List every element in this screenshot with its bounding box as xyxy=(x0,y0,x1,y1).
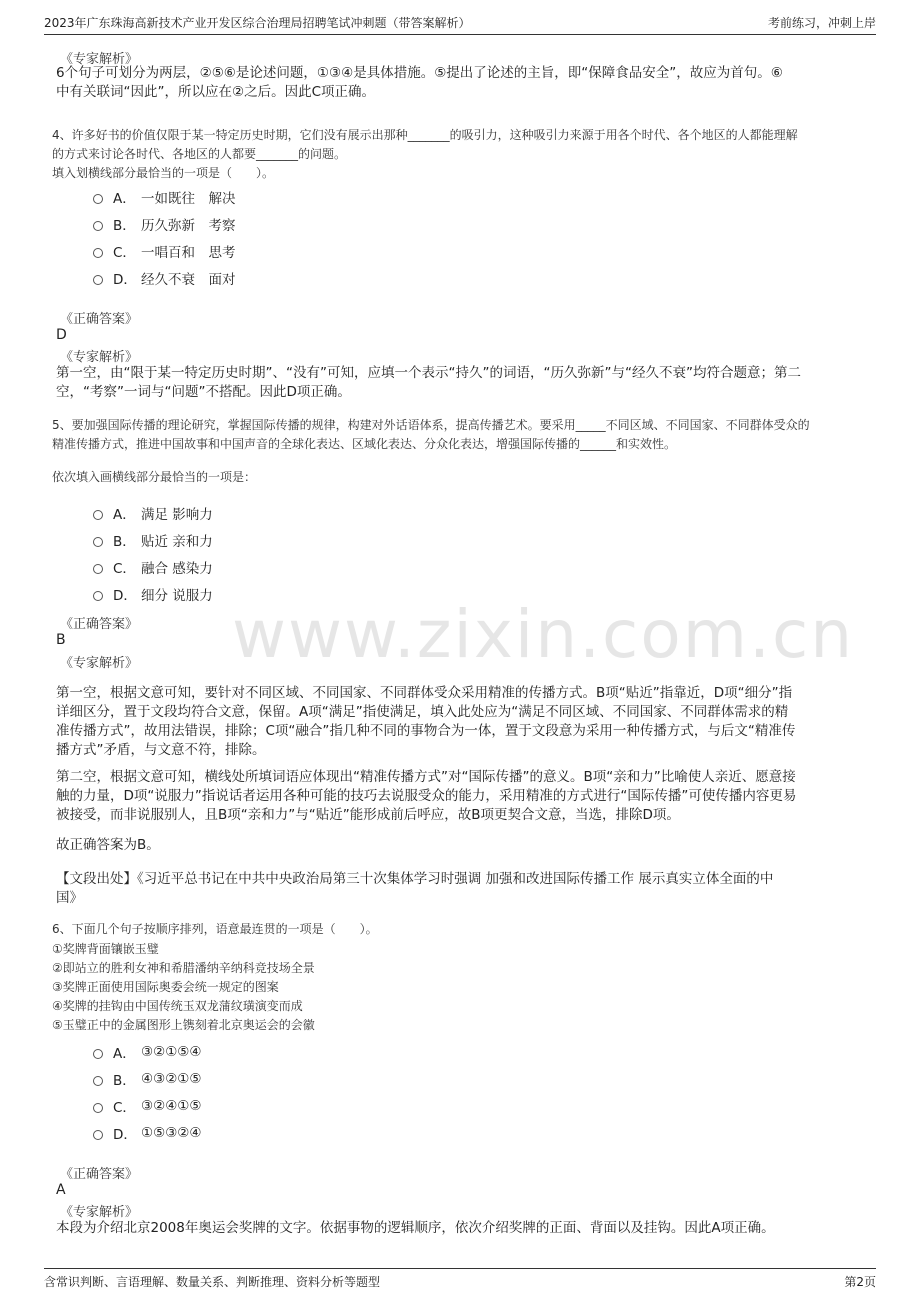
option-key: D． xyxy=(113,588,137,604)
option-text: ①⑤③②④ xyxy=(141,1125,202,1141)
option-key: D． xyxy=(113,1127,137,1143)
option-text: 贴近 亲和力 xyxy=(141,534,213,550)
radio-icon[interactable] xyxy=(93,510,103,520)
q5-source xyxy=(56,870,864,908)
correct-answer-value: A xyxy=(56,1182,66,1198)
option-key: A． xyxy=(113,191,136,207)
option-text: 融合 感染力 xyxy=(141,561,213,577)
option-key: C． xyxy=(113,1100,136,1116)
question-line: 的方式来讨论各时代、各地区的人都要_______的问题。 xyxy=(52,147,347,161)
footer-topics: 含常识判断、言语理解、数量关系、判断推理、资料分析等题型 xyxy=(44,1274,381,1289)
analysis-line: 第一空，由“限于某一特定历史时期”、“没有”可知，应填一个表示“持久”的词语，“历久弥新”与“经久不衰”均符合题意；第二 xyxy=(56,365,801,381)
option-key: A． xyxy=(113,507,136,523)
sentence-item: ②即站立的胜利女神和希腊潘纳辛纳科竞技场全景 xyxy=(52,961,315,975)
expert-analysis-text xyxy=(56,64,783,102)
option-text: 经久不衰 面对 xyxy=(141,272,236,288)
option-text: 细分 说服力 xyxy=(141,588,213,604)
analysis-line: 第一空，根据文意可知，要针对不同区域、不同国家、不同群体受众采用精准的传播方式。B项“贴近”指靠近，D项“细分”指 xyxy=(56,685,793,701)
radio-icon[interactable] xyxy=(93,275,103,285)
expert-analysis-label: 《专家解析》 xyxy=(60,52,139,67)
q4-option-c[interactable] xyxy=(93,241,236,261)
q4-option-a[interactable] xyxy=(93,187,236,207)
expert-analysis-label: 《专家解析》 xyxy=(60,350,139,365)
question-6-stem: 6、下面几个句子按顺序排列，语意最连贯的一项是（ ）。 xyxy=(52,922,378,936)
question-line: 4、许多好书的价值仅限于某一特定历史时期，它们没有展示出那种_______的吸引力，这种吸引力来源于用各个时代、各个地区的人都能理解 xyxy=(52,128,798,142)
option-key: C． xyxy=(113,245,136,261)
expert-analysis-text: 本段为介绍北京2008年奥运会奖牌的文字。依据事物的逻辑顺序，依次介绍奖牌的正面、背面以及挂钩。因此A项正确。 xyxy=(56,1220,775,1236)
analysis-line: 触的力量，D项“说服力”指说话者运用各种可能的技巧去说服受众的能力，采用精准的方式进行“国际传播”可使传播内容更易 xyxy=(56,788,797,804)
option-text: 历久弥新 考察 xyxy=(141,218,236,234)
radio-icon[interactable] xyxy=(93,194,103,204)
q6-option-a[interactable] xyxy=(93,1042,202,1062)
q6-option-d[interactable] xyxy=(93,1123,202,1143)
sentence-item: ③奖牌正面使用国际奥委会统一规定的图案 xyxy=(52,980,279,994)
correct-answer-label: 《正确答案》 xyxy=(60,617,139,632)
option-key: B． xyxy=(113,1073,136,1089)
option-key: B． xyxy=(113,218,136,234)
option-text: 满足 影响力 xyxy=(141,507,213,523)
q5-conclusion: 故正确答案为B。 xyxy=(56,837,160,853)
q5-option-a[interactable] xyxy=(93,503,213,523)
radio-icon[interactable] xyxy=(93,221,103,231)
correct-answer-label: 《正确答案》 xyxy=(60,312,139,327)
q6-option-c[interactable] xyxy=(93,1096,202,1116)
question-line: 5、要加强国际传播的理论研究，掌握国际传播的规律，构建对外话语体系，提高传播艺术。要采用_____不同区域、不同国家、不同群体受众的 xyxy=(52,418,810,432)
analysis-line: 准传播方式”，故用法错误，排除；C项“融合”指几种不同的事物合为一体，置于文段意为采用一种传播方式，与后文“精准传 xyxy=(56,723,796,739)
expert-analysis-label: 《专家解析》 xyxy=(60,1205,139,1220)
q6-option-b[interactable] xyxy=(93,1069,202,1089)
q5-analysis-para1 xyxy=(56,684,864,760)
analysis-line: 空，“考察”一词与“问题”不搭配。因此D项正确。 xyxy=(56,384,351,400)
q5-analysis-para2 xyxy=(56,768,864,825)
correct-answer-value: B xyxy=(56,632,66,648)
option-key: C． xyxy=(113,561,136,577)
analysis-line: 被接受，而非说服别人，且B项“亲和力”与“贴近”能形成前后呼应，故B项更契合文意，当选，排除D项。 xyxy=(56,807,680,823)
page-footer xyxy=(44,1268,876,1291)
q4-option-d[interactable] xyxy=(93,268,236,288)
question-5-stem xyxy=(52,416,810,454)
q5-option-d[interactable] xyxy=(93,584,213,604)
question-5-prompt: 依次填入画横线部分最恰当的一项是： xyxy=(52,470,257,484)
option-text: ④③②①⑤ xyxy=(141,1071,202,1087)
header-slogan: 考前练习，冲刺上岸 xyxy=(767,15,876,30)
option-text: 一如既往 解决 xyxy=(141,191,236,207)
q4-option-b[interactable] xyxy=(93,214,236,234)
option-text: ③②①⑤④ xyxy=(141,1044,202,1060)
page-number: 第2页 xyxy=(844,1274,876,1289)
expert-analysis-text xyxy=(56,364,801,402)
radio-icon[interactable] xyxy=(93,1103,103,1113)
radio-icon[interactable] xyxy=(93,591,103,601)
q6-sentence-list xyxy=(52,940,315,1035)
question-4-stem xyxy=(52,126,798,183)
radio-icon[interactable] xyxy=(93,1076,103,1086)
option-text: ③②④①⑤ xyxy=(141,1098,202,1114)
analysis-line: 详细区分，置于文段均符合文意，保留。A项“满足”指使满足，填入此处应为“满足不同区域、不同国家、不同群体需求的精 xyxy=(56,704,789,720)
analysis-line: 播方式”矛盾，与文意不符，排除。 xyxy=(56,742,266,758)
radio-icon[interactable] xyxy=(93,248,103,258)
q5-option-c[interactable] xyxy=(93,557,213,577)
radio-icon[interactable] xyxy=(93,1049,103,1059)
document-title: 2023年广东珠海高新技术产业开发区综合治理局招聘笔试冲刺题（带答案解析） xyxy=(44,15,471,30)
analysis-line: 第二空，根据文意可知，横线处所填词语应体现出“精准传播方式”对“国际传播”的意义。B项“亲和力”比喻使人亲近、愿意接 xyxy=(56,769,796,785)
source-line: 国》 xyxy=(56,890,83,906)
correct-answer-value: D xyxy=(56,327,67,343)
radio-icon[interactable] xyxy=(93,564,103,574)
q5-option-b[interactable] xyxy=(93,530,213,550)
correct-answer-label: 《正确答案》 xyxy=(60,1167,139,1182)
analysis-line: 6个句子可划分为两层，②⑤⑥是论述问题，①③④是具体措施。⑤提出了论述的主旨，即“保障食品安全”，故应为首句。⑥ xyxy=(56,65,783,81)
radio-icon[interactable] xyxy=(93,537,103,547)
source-line: 【文段出处】《习近平总书记在中共中央政治局第三十次集体学习时强调 加强和改进国际传播工作 展示真实立体全面的中 xyxy=(56,871,774,887)
sentence-item: ①奖牌背面镶嵌玉璧 xyxy=(52,942,159,956)
option-text: 一唱百和 思考 xyxy=(141,245,236,261)
question-line: 填入划横线部分最恰当的一项是（ ）。 xyxy=(52,166,275,180)
question-line: 精准传播方式，推进中国故事和中国声音的全球化表达、区域化表达、分众化表达，增强国际传播的______和实效性。 xyxy=(52,437,677,451)
analysis-line: 中有关联词“因此”，所以应在②之后。因此C项正确。 xyxy=(56,84,376,100)
watermark: www.zixin.com.cn xyxy=(232,596,855,673)
sentence-item: ⑤玉璧正中的金属图形上镌刻着北京奥运会的会徽 xyxy=(52,1018,315,1032)
page-header xyxy=(44,12,876,35)
sentence-item: ④奖牌的挂钩由中国传统玉双龙蒲纹璜演变而成 xyxy=(52,999,303,1013)
option-key: A． xyxy=(113,1046,136,1062)
option-key: D． xyxy=(113,272,137,288)
radio-icon[interactable] xyxy=(93,1130,103,1140)
expert-analysis-label: 《专家解析》 xyxy=(60,656,139,671)
option-key: B． xyxy=(113,534,136,550)
